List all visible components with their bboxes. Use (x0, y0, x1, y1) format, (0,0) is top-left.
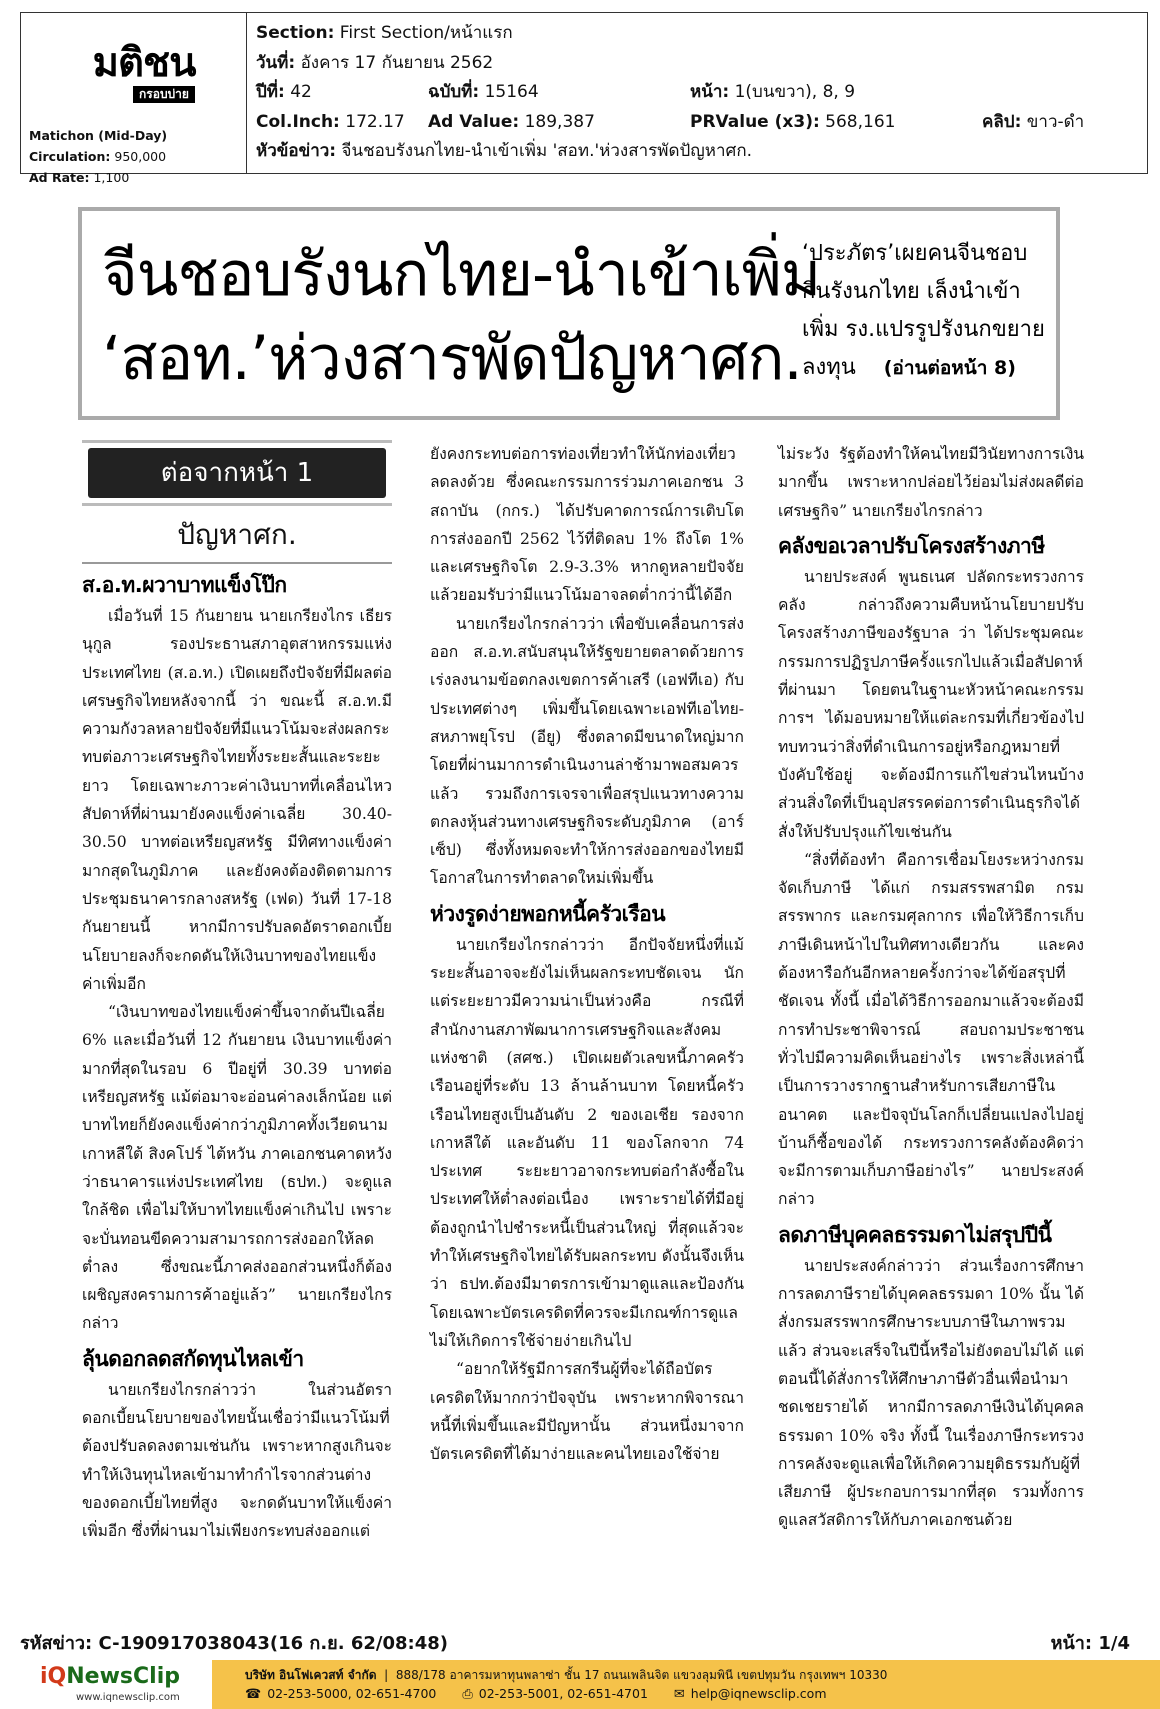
paragraph: ไม่ระวัง รัฐต้องทำให้คนไทยมีวินัยทางการเงินมากขึ้น เพราะหากปล่อยไว้ย่อมไม่ส่งผลดีต่อเศรษฐกิจ” นายเกรียงไกรกล่าว (778, 445, 1084, 520)
company-name: บริษัท อินโฟเควสท์ จำกัด (245, 1668, 377, 1682)
headline-deck: ‘ประภัตร’เผยคนจีนชอบ กินรังนกไทย เล็งนำเข้า เพิ่ม รง.แปรรูปรังนกขยาย ลงทุน (อ่านต่อหน้า 8) (802, 241, 1045, 380)
logo-edition: กรอบบ่าย (133, 86, 195, 103)
subhead: คลังขอเวลาปรับโครงสร้างภาษี (778, 533, 1045, 558)
subhead: ลดภาษีบุคคลธรรมดาไม่สรุปปีนี้ (778, 1222, 1052, 1247)
paragraph: นายเกรียงไกรกล่าวว่า เพื่อขับเคลื่อนการส่งออก ส.อ.ท.สนับสนุนให้รัฐขยายตลาดด้วยการเร่งลงนามข้อตกลงเขตการค้าเสรี (เอฟทีเอ) กับประเทศต่างๆ เพิ่มขึ้นโดยเฉพาะเอฟทีเอไทย-สหภาพยุโรป (อียู) ซึ่งตลาดมีขนาดใหญ่มาก โดยที่ผ่านมาการดำเนินงานล่าช้ามาพอสมควรแล้ว รวมถึงการเจรจาเพื่อสรุปแนวทางความตกลงหุ้นส่วนทางเศรษฐกิจระดับภูมิภาค (อาร์เซ็ป) ซึ่งทั้งหมดจะทำให้การส่งออกของไทยมีโอกาสในการทำตลาดใหม่เพิ่มขึ้น (430, 614, 744, 888)
clipping-header (20, 12, 1148, 185)
page-value: 1(บนขวา), 8, 9 (734, 82, 856, 102)
ad-rate-value: 1,100 (93, 170, 130, 185)
issue-value: 15164 (484, 82, 539, 102)
email-address: help@iqnewsclip.com (690, 1686, 827, 1701)
publication-info: Matichon (Mid-Day) Circulation: 950,000 Ad Rate: 1,100 (29, 128, 168, 185)
headline (102, 233, 872, 401)
headline-line-1: จีนชอบรังนกไทย-นำเข้าเพิ่ม (102, 239, 821, 310)
article-column-3 (778, 440, 1084, 1535)
paragraph: “อยากให้รัฐมีการสกรีนผู้ที่จะได้ถือบัตรเครดิตให้มากกว่าปัจจุบัน เพราะหากพิจารณาหนี้ที่เพิ่มขึ้นและมีปัญหานั้น ส่วนหนึ่งมาจากบัตรเครดิตที่ได้มาง่ายและคนไทยเองใช้จ่าย (430, 1360, 744, 1464)
phone-numbers: 02-253-5000, 02-651-4700 (267, 1686, 437, 1701)
contact-info (245, 1686, 827, 1702)
article-column-2 (430, 440, 744, 1468)
matichon-logo (79, 40, 209, 103)
topic-value: จีนชอบรังนกไทย-นำเข้าเพิ่ม 'สอท.'ห่วงสารพัดปัญหาศก. (341, 141, 753, 161)
publication-name: Matichon (Mid-Day) (29, 128, 168, 143)
paragraph: นายเกรียงไกรกล่าวว่า อีกปัจจัยหนึ่งที่แม้ระยะสั้นอาจจะยังไม่เห็นผลกระทบชัดเจน นักแต่ระยะยาวมีความน่าเป็นห่วงคือ กรณีที่สำนักงานสภาพัฒนาการเศรษฐกิจและสังคมแห่งชาติ (สศช.) เปิดเผยตัวเลขหนี้ภาคครัวเรือนอยู่ที่ระดับ 13 ล้านล้านบาท โดยหนี้ครัวเรือนไทยสูงเป็นอันดับ 2 ของเอเชีย รองจากเกาหลีใต้ และอันดับ 11 ของโลกจาก 74 ประเทศ ระยะยาวอาจกระทบต่อกำลังซื้อในประเทศให้ต่ำลงต่อเนื่อง เพราะรายได้ที่มีอยู่ต้องถูกนำไปชำระหนี้เป็นส่วนใหญ่ ที่สุดแล้วจะทำให้เศรษฐกิจไทยได้รับผลกระทบ ดังนั้นจึงเห็นว่า ธปท.ต้องมีมาตรการเข้ามาดูแลและป้องกัน โดยเฉพาะบัตรเครดิตที่ควรจะมีเกณฑ์การดูแลไม่ให้เกิดการใช้จ่ายง่ายเกินไป (430, 935, 744, 1350)
fax-numbers: 02-253-5001, 02-651-4701 (478, 1686, 648, 1701)
headline-line-2: ‘สอท.’ห่วงสารพัดปัญหาศก. (102, 323, 802, 394)
footer-bar (0, 1660, 1160, 1709)
phone-icon: ☎ (245, 1687, 262, 1702)
subhead: ห่วงรูดง่ายพอกหนี้ครัวเรือน (430, 901, 666, 926)
news-code: รหัสข่าว: C-190917038043(16 ก.ย. 62/08:48) (20, 1633, 448, 1654)
colinch-value: 172.17 (345, 111, 405, 132)
year-value: 42 (290, 82, 312, 102)
headline-box (78, 207, 1060, 420)
logo-text: มติชน (92, 40, 196, 86)
continued-note: (อ่านต่อหน้า 8) (883, 357, 1016, 379)
paragraph: นายเกรียงไกรกล่าวว่า ในส่วนอัตราดอกเบี้ยนโยบายของไทยนั้นเชื่อว่ามีแนวโน้มที่ต้องปรับลดลงตามเช่นกัน เพราะหากสูงเกินจะทำให้เงินทุนไหลเข้ามาทำกำไรจากส่วนต่างของดอกเบี้ยไทยที่สูง จะกดดันบาทให้แข็งค่าเพิ่มอีก ซึ่งที่ผ่านมาไม่เพียงกระทบส่งออกแต่ (82, 1380, 392, 1541)
paragraph: นายประสงค์ พูนธเนศ ปลัดกระทรวงการคลัง กล่าวถึงความคืบหน้านโยบายปรับโครงสร้างภาษีของรัฐบาล ว่า ได้ประชุมคณะกรรมการปฏิรูปภาษีครั้งแรกไปแล้วเมื่อสัปดาห์ที่ผ่านมา โดยตนในฐานะหัวหน้าคณะกรรมการฯ ได้มอบหมายให้แต่ละกรมที่เกี่ยวข้องไปทบทวนว่าสิ่งที่ดำเนินการอยู่หรือกฎหมายที่บังคับใช้อยู่ จะต้องมีการแก้ไขส่วนไหนบ้าง ส่วนสิ่งใดที่เป็นอุปสรรคต่อการดำเนินธุรกิจได้สั่งให้ปรับปรุงแก้ไขเช่นกัน (778, 567, 1084, 841)
divider (82, 503, 392, 506)
clip-metadata: Section: First Section/หน้าแรก วันที่: อังคาร 17 กันยายน 2562 ปีที่: 42 ฉบับที่: 15164 หน้า: 1(บนขวา), 8, 9 Col.Inch: 172.17 Ad Value: 189,387 PRValue (x3): 568,161 คลิป: ขาว-ดำ หัวข้อข่าว: จีนชอบรังนกไทย-นำเข้าเพิ่ม 'สอท.'ห่วงสารพัดปัญหาศก. (247, 13, 1147, 173)
paragraph: “เงินบาทของไทยแข็งค่าขึ้นจากต้นปีเฉลี่ย 6% และเมื่อวันที่ 12 กันยายน เงินบาทแข็งค่ามากที่สุดในรอบ 6 ปีอยู่ที่ 30.39 บาทต่อเหรียญสหรัฐ แม้ต่อมาจะอ่อนค่าลงเล็กน้อย แต่บาทไทยก็ยังคงแข็งค่ากว่าภูมิภาคทั้งเวียดนาม เกาหลีใต้ สิงคโปร์ ไต้หวัน ภาคเอกชนคาดหวังว่าธนาคารแห่งประเทศไทย (ธปท.) จะดูแลใกล้ชิด เพื่อไม่ให้บาทไทยแข็งค่าเกินไป เพราะจะบั่นทอนขีดความสามารถการส่งออกให้ลดต่ำลง ซึ่งขณะนี้ภาคส่งออกส่วนหนึ่งก็ต้องเผชิญสงครามการค้าอยู่แล้ว” นายเกรียงไกรกล่าว (82, 1003, 392, 1333)
divider (82, 440, 392, 443)
fax-icon: ⎙ (462, 1687, 473, 1702)
date-value: อังคาร 17 กันยายน 2562 (300, 52, 494, 73)
paragraph: นายประสงค์กล่าวว่า ส่วนเรื่องการศึกษาการลดภาษีรายได้บุคคลธรรมดา 10% นั้น ได้สั่งกรมสรรพากรศึกษาระบบภาษีในภาพรวมแล้ว ส่วนจะเสร็จในปีนี้หรือไม่ยังตอบไม่ได้ แต่ตอนนี้ได้สั่งการให้ศึกษาภาษีตัวอื่นเพื่อนำมาชดเชยรายได้ หากมีการลดภาษีเงินได้บุคคลธรรมดา 10% จริง ทั้งนี้ ในเรื่องภาษีกระทรวงการคลังจะดูแลเพื่อให้เกิดความยุติธรรมกับผู้ที่เสียภาษี ผู้ประกอบการมากที่สุด รวมทั้งการดูแลสวัสดิการให้กับภาคเอกชนด้วย (778, 1256, 1084, 1530)
iqnewsclip-logo: iQNewsClip (40, 1664, 180, 1689)
brand-panel (0, 1660, 212, 1709)
clip-value: ขาว-ดำ (1026, 111, 1085, 132)
page-count: หน้า: 1/4 (1050, 1633, 1130, 1654)
subhead: ส.อ.ท.ผวาบาทแข็งโป๊ก (82, 573, 287, 597)
circulation-value: 950,000 (114, 149, 167, 164)
article-column-1 (82, 440, 392, 1546)
company-info: บริษัท อินโฟเควสท์ จำกัด | 888/178 อาคารมหาทุนพลาซ่า ชั้น 17 ถนนเพลินจิต แขวงลุมพินี เขตปทุมวัน กรุงเทพฯ 10330 (245, 1668, 888, 1682)
company-address: 888/178 อาคารมหาทุนพลาซ่า ชั้น 17 ถนนเพลินจิต แขวงลุมพินี เขตปทุมวัน กรุงเทพฯ 10330 (395, 1668, 888, 1682)
subhead: ลุ้นดอกลดสกัดทุนไหลเข้า (82, 1346, 304, 1371)
paragraph: ยังคงกระทบต่อการท่องเที่ยวทำให้นักท่องเที่ยวลดลงด้วย ซึ่งคณะกรรมการร่วมภาคเอกชน 3 สถาบัน (กกร.) ได้ปรับคาดการณ์การเติบโตการส่งออกปี 2562 ไว้ที่ติดลบ 1% ถึงโต 1% และเศรษฐกิจโต 2.9-3.3% หากดูหลายปัจจัยแล้วยอมรับว่ามีแนวโน้มอาจลดต่ำกว่านี้ได้อีก (430, 445, 744, 605)
continued-from-banner: ต่อจากหน้า 1 (88, 448, 386, 498)
continued-topic: ปัญหาศก. (177, 518, 297, 551)
section-value: First Section/หน้าแรก (339, 23, 513, 43)
paragraph: “สิ่งที่ต้องทำ คือการเชื่อมโยงระหว่างกรมจัดเก็บภาษี ได้แก่ กรมสรรพสามิต กรมสรรพากร และกรมศุลกากร เพื่อให้วิธีการเก็บภาษีเดินหน้าไปในทิศทางเดียวกัน และคงต้องหารือกันอีกหลายครั้งกว่าจะได้ข้อสรุปที่ชัดเจน ทั้งนี้ เมื่อได้วิธีการออกมาแล้วจะต้องมีการทำประชาพิจารณ์ สอบถามประชาชนทั่วไปมีความคิดเห็นอย่างไร เพราะสิ่งเหล่านี้เป็นการวางรากฐานสำหรับการเสียภาษีในอนาคต และปัจจุบันโลกก็เปลี่ยนแปลงไปอยู่บ้านก็ซื้อของได้ กระทรวงการคลังต้องคิดว่าจะมีการตามเก็บภาษีอย่างไร” นายประสงค์กล่าว (778, 850, 1084, 1209)
pr-value: 568,161 (825, 111, 896, 132)
paragraph: เมื่อวันที่ 15 กันยายน นายเกรียงไกร เธียรนุกูล รองประธานสภาอุตสาหกรรมแห่งประเทศไทย (ส.อ.ท.) เปิดเผยถึงปัจจัยที่มีผลต่อเศรษฐกิจไทยหลังจากนี้ ว่า ขณะนี้ ส.อ.ท.มีความกังวลหลายปัจจัยที่มีแนวโน้มจะส่งผลกระทบต่อภาวะเศรษฐกิจไทยทั้งระยะสั้นและระยะยาว โดยเฉพาะภาวะค่าเงินบาทที่เคลื่อนไหวสัปดาห์ที่ผ่านมายังคงแข็งค่าเฉลี่ย 30.40-30.50 บาทต่อเหรียญสหรัฐ มีทิศทางแข็งค่ามากสุดในภูมิภาค และยังคงต้องติดตามการประชุมธนาคารกลางสหรัฐ (เฟด) วันที่ 17-18 กันยายนนี้ หากมีการปรับลดอัตราดอกเบี้ยนโยบายลงก็จะกดดันให้เงินบาทของไทยแข็งค่าเพิ่มอีก (82, 607, 392, 993)
email-icon: ✉ (673, 1687, 685, 1702)
ad-value: 189,387 (524, 111, 595, 132)
divider (82, 562, 392, 564)
brand-url: www.iqnewsclip.com (76, 1692, 180, 1703)
publication-panel (21, 13, 247, 185)
